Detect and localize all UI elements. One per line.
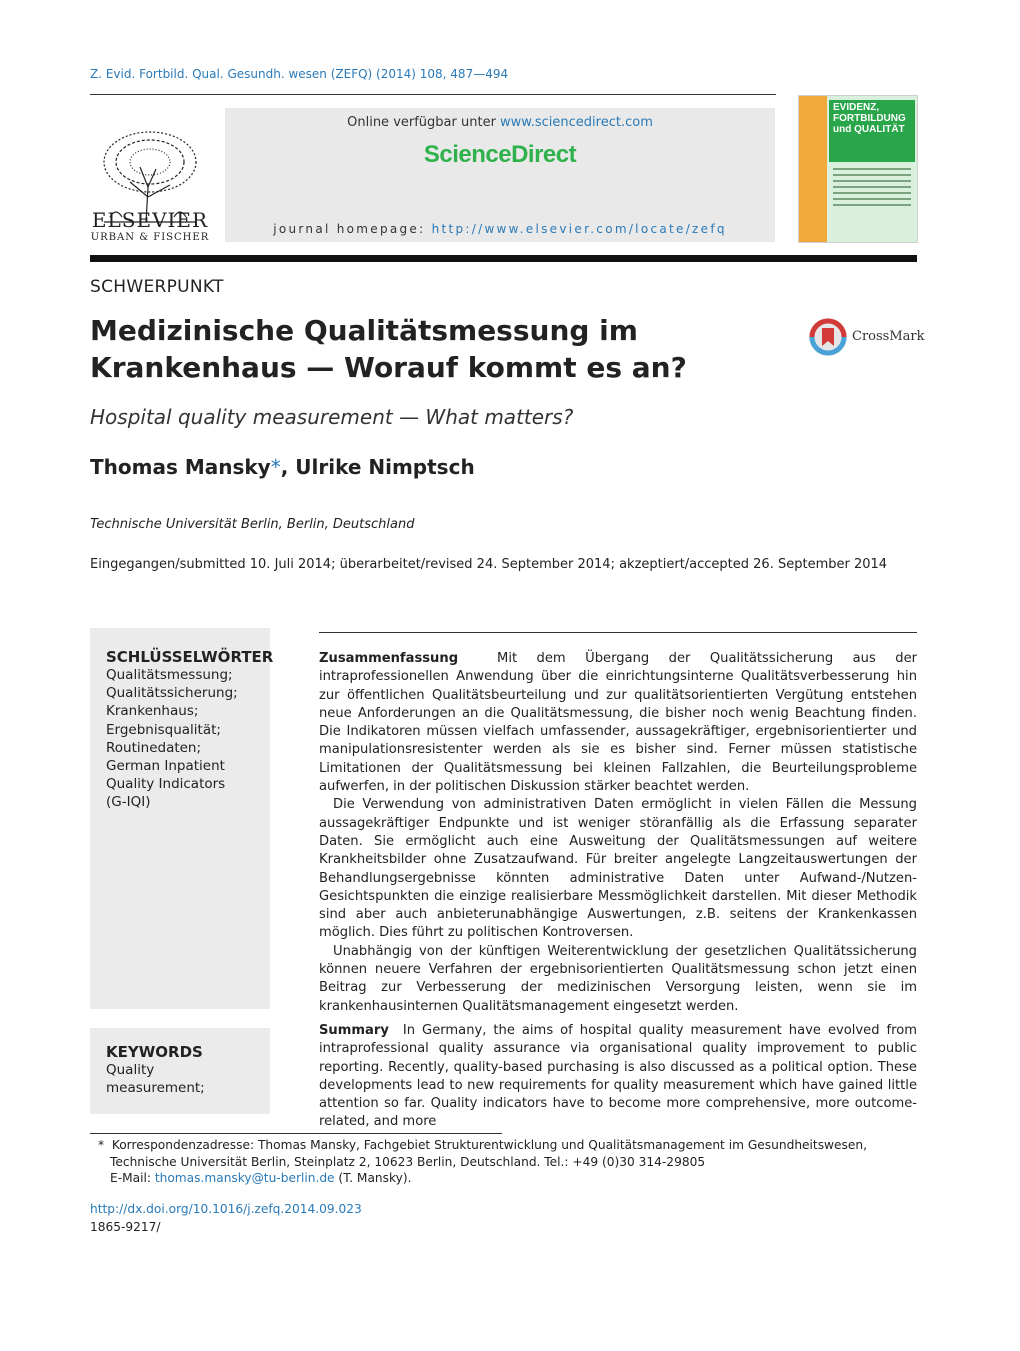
- abstract-text: In Germany, the aims of hospital quality measurement have evolved from intraprofessional quality assurance via organisational quality improvement to public reporting. Recently, quality-based purchasing is also discussed as a political option. These developments lead to new requirements for quality measurement which have gained little attention so far. Quality indicators have to become more comprehensive, more outcome-related, and more: [319, 1023, 917, 1130]
- abstract-paragraph: Unabhängig von der künftigen Weiterentwicklung der gesetzlichen Qualitätssicherung können neuere Verfahren der ergebnisorientierten Qualitätsmessung schon jetzt einen Beitrag zur Verbesserung der medizinischen Versorgung leisten, wenn sie im krankenhausinternen Qualitätsmanagement eingesetzt werden.: [319, 943, 917, 1014]
- affiliation: Technische Universität Berlin, Berlin, Deutschland: [90, 517, 415, 532]
- email-suffix: (T. Mansky).: [334, 1171, 412, 1186]
- abstract-divider: [319, 632, 917, 633]
- online-availability: [225, 115, 775, 130]
- journal-homepage: [225, 222, 775, 236]
- keyword: Ergebnisqualität;: [106, 721, 221, 738]
- email-label: E-Mail:: [110, 1171, 155, 1186]
- author-list: [90, 455, 475, 479]
- keywords-en-heading: KEYWORDS: [106, 1043, 203, 1061]
- author-name: , Ulrike Nimptsch: [280, 455, 475, 479]
- sciencedirect-logo[interactable]: ScienceDirect: [423, 141, 577, 168]
- section-label: SCHWERPUNKT: [90, 277, 224, 297]
- title-line: Krankenhaus — Worauf kommt es an?: [90, 351, 687, 384]
- cover-title: [833, 102, 915, 135]
- journal-cover-thumbnail[interactable]: [798, 95, 918, 243]
- header-divider: [90, 94, 776, 95]
- cover-contents: [833, 168, 911, 210]
- footnote-email-line: [90, 1170, 917, 1187]
- keyword: Qualitätsmessung;: [106, 667, 233, 683]
- footnote-divider: [90, 1133, 502, 1134]
- correspondence-footnote: [90, 1137, 917, 1187]
- abstract-en: [319, 1022, 917, 1132]
- journal-homepage-link[interactable]: http://www.elsevier.com/locate/zefq: [431, 222, 727, 236]
- online-prefix: Online verfügbar unter: [347, 115, 501, 130]
- abstract-de-label: Zusammenfassung: [319, 651, 459, 666]
- header-thick-rule: [90, 255, 917, 262]
- elsevier-imprint: URBAN & FISCHER: [90, 232, 210, 243]
- keyword: German Inpatient: [106, 758, 225, 775]
- journal-citation[interactable]: Z. Evid. Fortbild. Qual. Gesundh. wesen (ZEFQ) (2014) 108, 487—494: [90, 67, 509, 81]
- article-subtitle: Hospital quality measurement — What matters?: [90, 405, 574, 429]
- keywords-de: [106, 648, 274, 812]
- issn: 1865-9217/: [90, 1220, 161, 1234]
- keyword: (G-IQI): [106, 794, 151, 811]
- cover-spine: [799, 96, 827, 242]
- abstract-paragraph: Die Verwendung von administrativen Daten ermöglicht in vielen Fällen die Messung aussagekräftiger Endpunkte und ist weniger störanfällig als die Erfassung separater Daten. Sie ermöglicht auch eine Ausweitung der Qualitätsmessungen auf weitere Krankheitsbilder ohne Zusatzaufwand. Für breiter angelegte Langzeitauswertungen der Behandlungsergebnisse könnten administrative Daten unter Aufwand-/Nutzen-Gesichtspunkten die einzige realisierbare Messmöglichkeit darstellen. Mit dieser Methodik sind aber auch anbieterunabhängige Auswertungen, z.B. seitens der Krankenkassen möglich. Dies führt zu politischen Kontroversen.: [319, 797, 917, 941]
- abstract-en-label: Summary: [319, 1023, 389, 1038]
- crossmark-label[interactable]: CrossMark: [852, 329, 925, 344]
- corresponding-author-marker[interactable]: *: [270, 455, 281, 479]
- abstract-paragraph: [319, 1022, 917, 1132]
- footnote-address: [90, 1137, 917, 1170]
- keywords-en: [106, 1043, 266, 1097]
- email-link[interactable]: thomas.mansky@tu-berlin.de: [154, 1171, 335, 1186]
- title-line: Medizinische Qualitätsmessung im: [90, 314, 638, 347]
- doi-link[interactable]: http://dx.doi.org/10.1016/j.zefq.2014.09.023: [90, 1202, 362, 1216]
- keyword: Quality Indicators: [106, 776, 226, 793]
- keyword: Routinedaten;: [106, 739, 202, 756]
- submission-dates: Eingegangen/submitted 10. Juli 2014; überarbeitet/revised 24. September 2014; akzeptiert/accepted 26. September 2014: [90, 557, 888, 572]
- keyword: Quality: [106, 1062, 155, 1078]
- abstract-de: [319, 650, 917, 1016]
- article-title: [90, 312, 790, 386]
- cover-title-line: FORTBILDUNG: [833, 113, 906, 124]
- sciencedirect-link[interactable]: www.sciencedirect.com: [500, 115, 653, 130]
- cover-title-line: und QUALITÄT: [833, 124, 905, 135]
- footnote-text: Korrespondenzadresse: Thomas Mansky, Fachgebiet Strukturentwicklung und Qualitätsmanagement im Gesundheitswesen, Technische Universität Berlin, Steinplatz 2, 10623 Berlin, Deutschland. Tel.: +49 (0)30 314-29805: [110, 1138, 867, 1169]
- keyword: measurement;: [106, 1080, 205, 1097]
- elsevier-wordmark: ELSEVIER: [91, 208, 209, 232]
- abstract-text: Mit dem Übergang der Qualitätssicherung aus der intraprofessionellen Anwendung über die einrichtungsinterne Qualitätsverbesserung hin zur öffentlichen Qualitätsbeurteilung und zur qualitätsorientierten Vergütung entstehen neue Anforderungen an die Qualitätsmessung, die bisher noch wenig Beachtung finden. Die Indikatoren müssen vielfach umfassender, aussagekräftiger, ergebnisorientierter und manipulationsresistenter werden als sie es bisher sind. Ferner müssen statistische Limitationen der Qualitätsmessung bei kleinen Fallzahlen, die Beurteilungsprobleme aufwerfen, in der politischen Diskussion stärker beachtet werden.: [319, 651, 918, 795]
- footnote-marker: *: [98, 1138, 105, 1152]
- keywords-de-heading: SCHLÜSSELWÖRTER: [106, 648, 274, 666]
- abstract-paragraph: [319, 650, 917, 796]
- keyword: Qualitätssicherung;: [106, 685, 238, 702]
- keyword: Krankenhaus;: [106, 703, 199, 720]
- homepage-prefix: journal homepage:: [273, 222, 432, 236]
- cover-title-line: EVIDENZ,: [833, 102, 880, 113]
- author-name: Thomas Mansky: [90, 455, 271, 479]
